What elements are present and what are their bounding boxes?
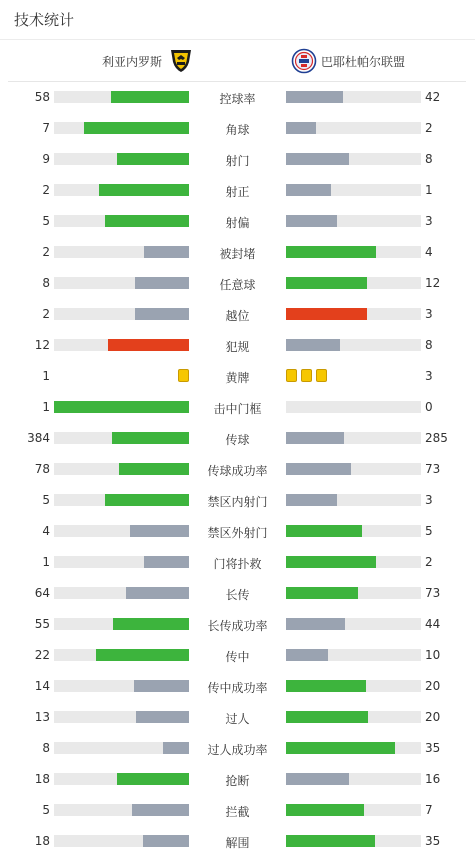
home-stat-bar bbox=[54, 122, 189, 134]
home-stat-fill bbox=[119, 463, 189, 475]
away-stat-value: 10 bbox=[425, 648, 441, 662]
stat-row bbox=[0, 113, 475, 144]
away-stat-fill bbox=[286, 339, 340, 351]
club-crest-icon bbox=[291, 48, 317, 74]
away-stat-fill bbox=[286, 556, 376, 568]
home-stat-bar bbox=[54, 494, 189, 506]
home-stat-bar bbox=[54, 711, 189, 723]
stat-row bbox=[0, 144, 475, 175]
home-stat-fill bbox=[108, 339, 189, 351]
away-stat-bar bbox=[286, 401, 421, 413]
away-team[interactable] bbox=[291, 48, 405, 74]
home-stat-value: 78 bbox=[34, 462, 50, 476]
stat-row bbox=[0, 454, 475, 485]
away-stat-bar bbox=[286, 308, 421, 320]
home-stat-value: 1 bbox=[42, 400, 50, 414]
home-stat-fill bbox=[112, 432, 189, 444]
home-stat-fill bbox=[132, 804, 189, 816]
stat-row bbox=[0, 826, 475, 857]
home-stat-value: 1 bbox=[42, 555, 50, 569]
home-stat-value: 2 bbox=[42, 183, 50, 197]
stat-row bbox=[0, 361, 475, 392]
away-team-name: 巴耶杜帕尔联盟 bbox=[321, 54, 406, 69]
stats-header bbox=[0, 0, 475, 40]
away-stat-value: 7 bbox=[425, 803, 433, 817]
away-stat-bar bbox=[286, 835, 421, 847]
stat-row bbox=[0, 237, 475, 268]
away-stat-value: 12 bbox=[425, 276, 441, 290]
home-stat-fill bbox=[84, 122, 189, 134]
home-stat-fill bbox=[111, 91, 189, 103]
stat-label: 射门 bbox=[225, 154, 250, 168]
away-stat-fill bbox=[286, 91, 343, 103]
stat-label: 角球 bbox=[225, 123, 250, 137]
home-stat-bar bbox=[54, 215, 189, 227]
stat-label: 拦截 bbox=[225, 805, 250, 819]
away-stat-bar bbox=[286, 215, 421, 227]
stat-label: 任意球 bbox=[219, 278, 256, 292]
away-stat-value: 35 bbox=[425, 834, 441, 848]
home-stat-value: 18 bbox=[34, 772, 50, 786]
home-stat-bar bbox=[54, 308, 189, 320]
stat-label: 黄牌 bbox=[225, 371, 250, 385]
away-stat-value: 0 bbox=[425, 400, 433, 414]
home-stat-value: 2 bbox=[42, 307, 50, 321]
home-stat-fill bbox=[135, 308, 189, 320]
away-stat-fill bbox=[286, 246, 376, 258]
stat-label: 被封堵 bbox=[219, 247, 256, 261]
home-stat-fill bbox=[136, 711, 189, 723]
away-stat-fill bbox=[286, 773, 349, 785]
away-stat-value: 35 bbox=[425, 741, 441, 755]
away-stat-value: 3 bbox=[425, 493, 433, 507]
home-stat-value: 5 bbox=[42, 214, 50, 228]
away-stat-value: 285 bbox=[425, 431, 448, 445]
away-stat-fill bbox=[286, 804, 364, 816]
stat-label: 击中门框 bbox=[213, 402, 262, 416]
home-stat-fill bbox=[163, 742, 189, 754]
home-stat-fill bbox=[117, 773, 189, 785]
home-stat-value: 13 bbox=[34, 710, 50, 724]
aek-badge-icon bbox=[168, 48, 194, 74]
home-stat-bar bbox=[54, 556, 189, 568]
away-stat-fill bbox=[286, 153, 349, 165]
stat-label: 解围 bbox=[225, 836, 250, 850]
home-stat-bar bbox=[54, 432, 189, 444]
stat-label: 越位 bbox=[225, 309, 250, 323]
away-stat-bar bbox=[286, 773, 421, 785]
stat-row bbox=[0, 299, 475, 330]
stat-row bbox=[0, 795, 475, 826]
away-stat-value: 16 bbox=[425, 772, 441, 786]
home-stat-value: 1 bbox=[42, 369, 50, 383]
stat-label: 禁区外射门 bbox=[207, 526, 268, 540]
away-stat-bar bbox=[286, 680, 421, 692]
stat-label: 过人 bbox=[225, 712, 250, 726]
away-stat-value: 8 bbox=[425, 152, 433, 166]
away-stat-value: 3 bbox=[425, 307, 433, 321]
stat-label: 射偏 bbox=[225, 216, 250, 230]
stat-row bbox=[0, 423, 475, 454]
home-stat-value: 12 bbox=[34, 338, 50, 352]
home-stat-fill bbox=[105, 215, 189, 227]
away-stat-value: 2 bbox=[425, 555, 433, 569]
home-stat-value: 4 bbox=[42, 524, 50, 538]
stat-label: 传球成功率 bbox=[207, 464, 268, 478]
stat-label: 长传成功率 bbox=[207, 619, 268, 633]
away-stat-fill bbox=[286, 184, 331, 196]
stat-label: 传中 bbox=[225, 650, 250, 664]
home-stat-value: 22 bbox=[34, 648, 50, 662]
away-stat-fill bbox=[286, 463, 351, 475]
away-stat-bar bbox=[286, 804, 421, 816]
home-stat-bar bbox=[54, 680, 189, 692]
home-stat-fill bbox=[135, 277, 189, 289]
away-stat-bar bbox=[286, 339, 421, 351]
page-title: 技术统计 bbox=[14, 11, 75, 29]
stats-list bbox=[0, 82, 475, 857]
yellow-card-icon bbox=[301, 369, 312, 382]
home-stat-bar bbox=[54, 742, 189, 754]
away-stat-fill bbox=[286, 525, 362, 537]
home-stat-fill bbox=[143, 835, 189, 847]
away-stat-value: 8 bbox=[425, 338, 433, 352]
away-stat-fill bbox=[286, 711, 368, 723]
stat-row bbox=[0, 82, 475, 113]
away-stat-bar bbox=[286, 556, 421, 568]
away-stat-fill bbox=[286, 215, 337, 227]
stat-label: 过人成功率 bbox=[207, 743, 268, 757]
home-stat-value: 8 bbox=[42, 741, 50, 755]
home-stat-value: 9 bbox=[42, 152, 50, 166]
away-stat-fill bbox=[286, 649, 328, 661]
away-stat-value: 42 bbox=[425, 90, 441, 104]
stat-row bbox=[0, 609, 475, 640]
stat-row bbox=[0, 206, 475, 237]
away-stat-value: 2 bbox=[425, 121, 433, 135]
stat-label: 射正 bbox=[225, 185, 250, 199]
away-stat-bar bbox=[286, 649, 421, 661]
yellow-card-icon bbox=[286, 369, 297, 382]
home-stat-bar bbox=[54, 153, 189, 165]
home-stat-value: 2 bbox=[42, 245, 50, 259]
stat-label: 传球 bbox=[225, 433, 250, 447]
stat-label: 传中成功率 bbox=[207, 681, 268, 695]
stat-label: 犯规 bbox=[225, 340, 250, 354]
away-stat-bar bbox=[286, 432, 421, 444]
home-stat-bar bbox=[54, 804, 189, 816]
away-stat-bar bbox=[286, 246, 421, 258]
away-stat-value: 3 bbox=[425, 369, 433, 383]
stat-label: 禁区内射门 bbox=[207, 495, 268, 509]
home-team-name: 利亚内罗斯 bbox=[102, 54, 163, 69]
stat-label: 门将扑救 bbox=[213, 557, 262, 571]
away-yellow-cards bbox=[286, 369, 327, 382]
stat-row bbox=[0, 547, 475, 578]
stat-row bbox=[0, 640, 475, 671]
home-stat-value: 8 bbox=[42, 276, 50, 290]
home-stat-bar bbox=[54, 277, 189, 289]
home-stat-bar bbox=[54, 339, 189, 351]
home-stat-bar bbox=[54, 835, 189, 847]
stat-row bbox=[0, 175, 475, 206]
away-stat-bar bbox=[286, 122, 421, 134]
home-stat-fill bbox=[117, 153, 189, 165]
home-stat-fill bbox=[54, 401, 189, 413]
stat-row bbox=[0, 702, 475, 733]
home-stat-fill bbox=[130, 525, 189, 537]
away-stat-value: 5 bbox=[425, 524, 433, 538]
away-stat-value: 1 bbox=[425, 183, 433, 197]
away-stat-value: 73 bbox=[425, 462, 441, 476]
away-stat-fill bbox=[286, 122, 316, 134]
home-stat-bar bbox=[54, 184, 189, 196]
home-stat-fill bbox=[144, 246, 189, 258]
away-stat-bar bbox=[286, 184, 421, 196]
home-stat-bar bbox=[54, 587, 189, 599]
home-stat-value: 55 bbox=[34, 617, 50, 631]
home-stat-bar bbox=[54, 525, 189, 537]
home-stat-bar bbox=[54, 618, 189, 630]
home-stat-bar bbox=[54, 649, 189, 661]
home-stat-value: 384 bbox=[27, 431, 50, 445]
away-stat-bar bbox=[286, 742, 421, 754]
stat-label: 抢断 bbox=[225, 774, 250, 788]
home-stat-fill bbox=[126, 587, 189, 599]
yellow-card-icon bbox=[316, 369, 327, 382]
away-stat-fill bbox=[286, 742, 395, 754]
home-stat-bar bbox=[54, 91, 189, 103]
home-stat-fill bbox=[144, 556, 189, 568]
yellow-card-icon bbox=[178, 369, 189, 382]
away-stat-fill bbox=[286, 277, 367, 289]
home-yellow-cards bbox=[178, 369, 189, 382]
home-stat-fill bbox=[99, 184, 189, 196]
stat-row bbox=[0, 485, 475, 516]
away-stat-bar bbox=[286, 525, 421, 537]
home-stat-bar bbox=[54, 463, 189, 475]
stat-row bbox=[0, 733, 475, 764]
away-stat-fill bbox=[286, 835, 375, 847]
home-stat-value: 64 bbox=[34, 586, 50, 600]
home-stat-bar bbox=[54, 401, 189, 413]
home-stat-fill bbox=[134, 680, 189, 692]
home-stat-value: 5 bbox=[42, 493, 50, 507]
away-stat-bar bbox=[286, 618, 421, 630]
away-stat-value: 20 bbox=[425, 710, 441, 724]
stat-row bbox=[0, 268, 475, 299]
away-stat-bar bbox=[286, 463, 421, 475]
home-stat-value: 5 bbox=[42, 803, 50, 817]
away-stat-value: 20 bbox=[425, 679, 441, 693]
stat-row bbox=[0, 764, 475, 795]
home-stat-fill bbox=[105, 494, 189, 506]
stat-row bbox=[0, 516, 475, 547]
stat-row bbox=[0, 330, 475, 361]
away-stat-bar bbox=[286, 277, 421, 289]
away-stat-fill bbox=[286, 308, 367, 320]
away-stat-fill bbox=[286, 618, 345, 630]
away-stat-fill bbox=[286, 680, 366, 692]
away-stat-bar bbox=[286, 91, 421, 103]
home-stat-fill bbox=[113, 618, 189, 630]
stat-row bbox=[0, 578, 475, 609]
away-stat-value: 73 bbox=[425, 586, 441, 600]
away-stat-fill bbox=[286, 587, 358, 599]
stat-row bbox=[0, 671, 475, 702]
away-stat-value: 4 bbox=[425, 245, 433, 259]
stat-label: 控球率 bbox=[219, 92, 256, 106]
home-stat-bar bbox=[54, 246, 189, 258]
away-stat-bar bbox=[286, 153, 421, 165]
home-team[interactable] bbox=[102, 48, 194, 74]
home-stat-value: 7 bbox=[42, 121, 50, 135]
away-stat-bar bbox=[286, 587, 421, 599]
away-stat-fill bbox=[286, 494, 337, 506]
home-stat-value: 58 bbox=[34, 90, 50, 104]
away-stat-bar bbox=[286, 494, 421, 506]
away-stat-value: 44 bbox=[425, 617, 441, 631]
teams-row bbox=[8, 40, 466, 82]
home-stat-value: 18 bbox=[34, 834, 50, 848]
stat-label: 长传 bbox=[225, 588, 250, 602]
away-stat-fill bbox=[286, 432, 344, 444]
away-stat-value: 3 bbox=[425, 214, 433, 228]
away-stat-bar bbox=[286, 711, 421, 723]
home-stat-value: 14 bbox=[34, 679, 50, 693]
stat-row bbox=[0, 392, 475, 423]
home-stat-fill bbox=[96, 649, 189, 661]
home-stat-bar bbox=[54, 773, 189, 785]
